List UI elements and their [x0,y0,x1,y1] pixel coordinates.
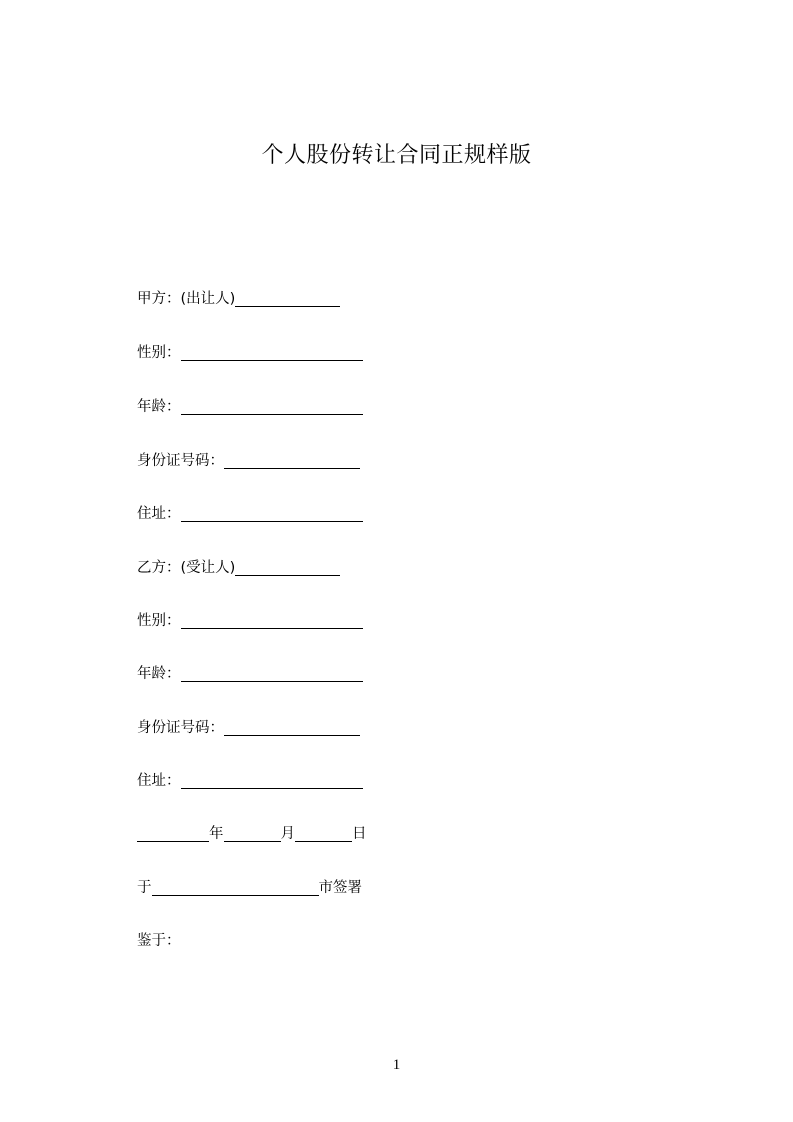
party-a-address-blank[interactable] [181,503,363,522]
signing-place-line [137,876,362,900]
document-title: 个人股份转让合同正规样版 [261,143,532,168]
party-a-header-line [137,287,340,311]
signing-place-suffix: 市签署 [318,880,362,896]
party-a-id-line [137,449,360,473]
whereas-label: 鉴于： [137,933,181,949]
party-b-address-label: 住址： [137,773,181,789]
day-label: 日 [352,826,367,842]
party-a-address-line [137,502,363,526]
year-blank[interactable] [137,823,209,842]
signing-city-blank[interactable] [152,877,319,896]
whereas-line [137,929,181,953]
party-b-id-label: 身份证号码： [137,720,224,736]
party-a-id-blank[interactable] [224,450,360,469]
party-b-name-blank[interactable] [235,557,340,576]
party-a-id-label: 身份证号码： [137,453,224,469]
party-a-gender-line [137,341,363,365]
party-b-address-line [137,769,363,793]
party-b-id-blank[interactable] [224,717,360,736]
party-b-gender-blank[interactable] [181,610,363,629]
party-b-header: 乙方：(受让人) [137,560,236,576]
party-b-address-blank[interactable] [181,770,363,789]
year-label: 年 [209,826,224,842]
party-a-address-label: 住址： [137,506,181,522]
party-a-gender-label: 性别： [137,345,181,361]
party-b-gender-label: 性别： [137,613,181,629]
party-b-id-line [137,716,360,740]
party-b-gender-line [137,609,363,633]
party-a-gender-blank[interactable] [181,342,363,361]
party-a-age-blank[interactable] [181,396,363,415]
month-blank[interactable] [224,823,281,842]
party-a-name-blank[interactable] [235,288,340,307]
party-b-age-blank[interactable] [181,663,363,682]
party-b-age-label: 年龄： [137,666,181,682]
party-b-age-line [137,662,363,686]
date-line [137,822,367,846]
party-a-header: 甲方：(出让人) [137,291,236,307]
party-a-age-line [137,395,363,419]
signing-place-prefix: 于 [137,880,152,896]
month-label: 月 [280,826,295,842]
page-number: 1 [392,1057,401,1073]
party-a-age-label: 年龄： [137,399,181,415]
day-blank[interactable] [295,823,352,842]
party-b-header-line [137,556,340,580]
